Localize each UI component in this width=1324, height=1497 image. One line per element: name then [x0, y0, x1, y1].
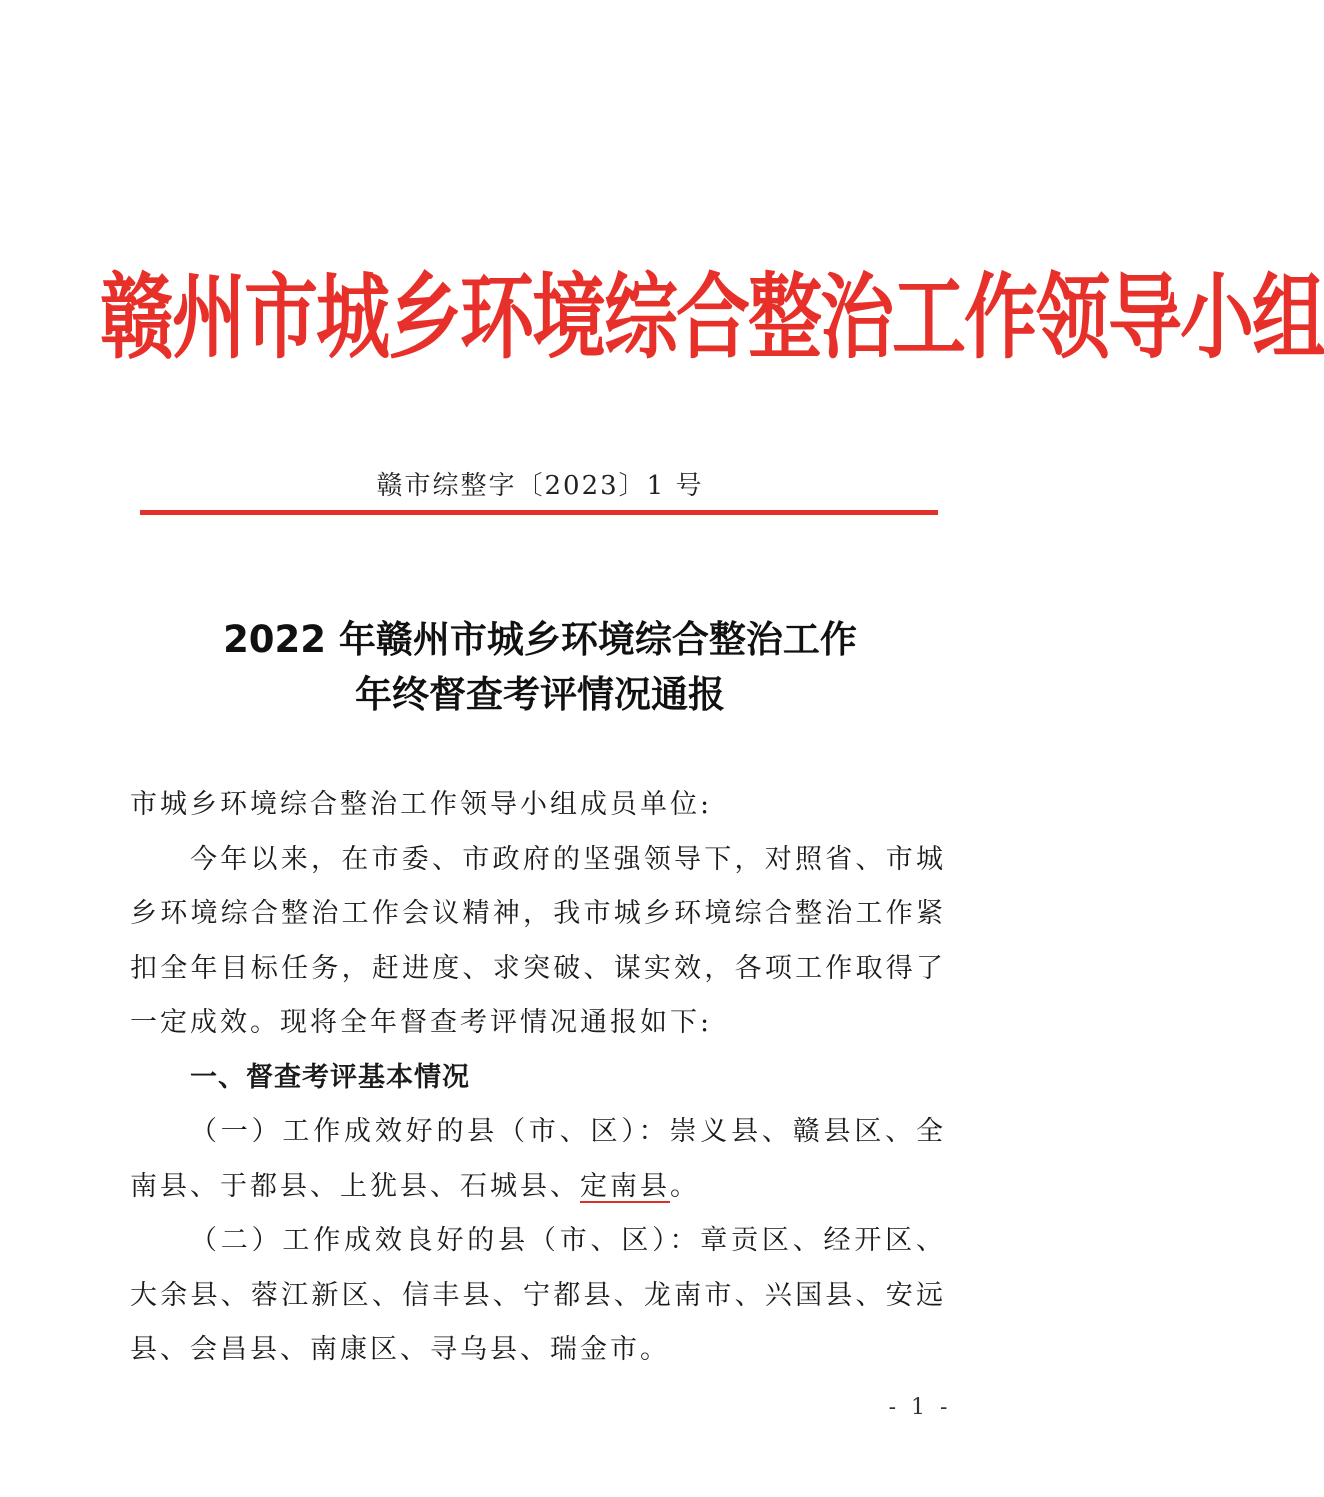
document-title — [140, 612, 940, 722]
document-title-line-2: 年终督查考评情况通报 — [355, 673, 725, 716]
document-number: 赣市综整字〔2023〕1 号 — [376, 471, 704, 501]
item-1-paragraph — [130, 1105, 946, 1214]
item-1-period: 。 — [670, 1170, 700, 1202]
red-divider-rule — [140, 510, 938, 515]
intro-paragraph: 今年以来，在市委、市政府的坚强领导下，对照省、市城乡环境综合整治工作会议精神，我市城乡环境综合整治工作紧扣全年目标任务，赶进度、求突破、谋实效，各项工作取得了一定成效。现将全年督查考评情况通报如下: — [130, 843, 946, 1038]
page-number: - 1 - — [888, 1395, 952, 1420]
item-2-paragraph: （二）工作成效良好的县（市、区）：章贡区、经开区、大余县、蓉江新区、信丰县、宁都县、龙南市、兴国县、安远县、会昌县、南康区、寻乌县、瑞金市。 — [130, 1225, 946, 1365]
item-1-text: （一）工作成效好的县（市、区）：崇义县、赣县区、全南县、于都县、上犹县、石城县、 — [130, 1116, 946, 1202]
document-body — [130, 778, 946, 1378]
salutation: 市城乡环境综合整治工作领导小组成员单位: — [130, 789, 713, 820]
item-1-underlined-county: 定南县 — [580, 1170, 670, 1202]
section-heading-1: 一、督查考评基本情况 — [190, 1061, 470, 1093]
issuing-organization-header: 赣州市城乡环境综合整治工作领导小组 — [100, 264, 1324, 372]
document-title-line-1: 2022 年赣州市城乡环境综合整治工作 — [223, 618, 857, 661]
